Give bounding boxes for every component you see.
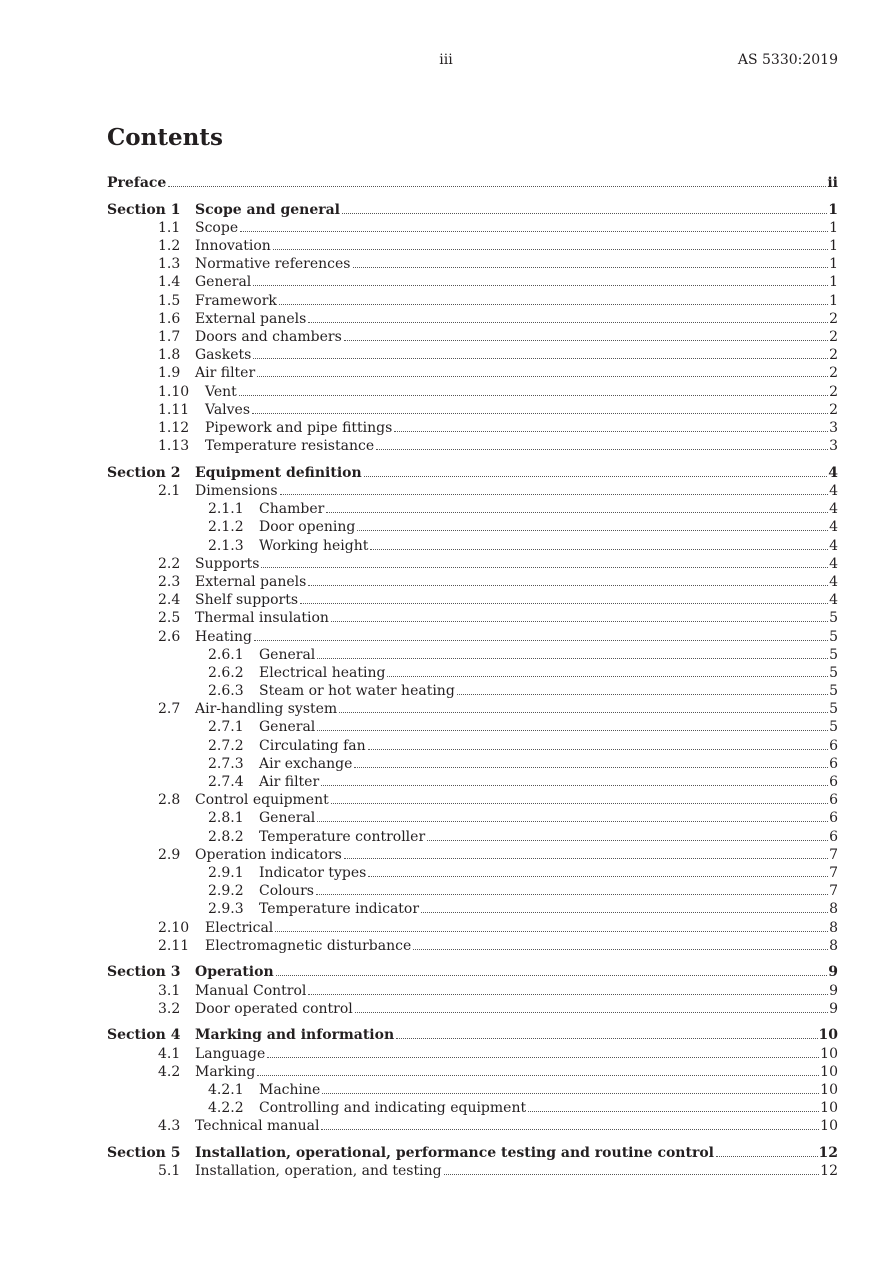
toc-page-number: 4	[829, 537, 838, 554]
toc-entry-title: External panels	[195, 573, 307, 590]
toc-entry-number: 2.7	[158, 701, 181, 718]
toc-entry[interactable]	[107, 937, 838, 955]
toc-entry[interactable]	[107, 1099, 838, 1117]
toc-entry-number: 5.1	[158, 1163, 181, 1180]
toc-entry[interactable]	[107, 273, 838, 291]
dot-leader	[528, 1111, 819, 1112]
toc-entry[interactable]	[107, 791, 838, 809]
dot-leader	[257, 1075, 819, 1076]
dot-leader	[368, 749, 828, 750]
toc-entry[interactable]	[107, 364, 838, 382]
toc-entry-number: 2.1	[158, 483, 181, 499]
toc-page-number: 10	[818, 1027, 838, 1044]
dot-leader	[322, 1093, 819, 1094]
toc-entry-title: Temperature resistance	[205, 438, 375, 455]
toc-entry-title: Electrical heating	[259, 664, 386, 681]
toc-entry-title: Machine	[259, 1082, 321, 1098]
toc-entry-number: 1.2	[158, 238, 181, 255]
dot-leader	[344, 340, 828, 341]
dot-leader	[331, 621, 828, 622]
toc-entry-title: Scope	[195, 219, 239, 236]
toc-entry-title: Supports	[195, 555, 260, 572]
toc-page-number: 4	[829, 573, 838, 590]
toc-page-number: 8	[829, 901, 838, 918]
toc-entry[interactable]	[107, 573, 838, 591]
toc-section-entry[interactable]	[107, 1026, 838, 1044]
toc-page-number: 8	[829, 937, 838, 954]
toc-entry-title: Door operated control	[195, 1000, 353, 1017]
toc-section-entry[interactable]	[107, 963, 838, 981]
toc-entry[interactable]	[107, 500, 838, 518]
dot-leader	[317, 730, 828, 731]
toc-entry[interactable]	[107, 328, 838, 346]
toc-entry-title: Language	[195, 1045, 266, 1062]
toc-entry[interactable]	[107, 682, 838, 700]
toc-page-number: 6	[829, 737, 838, 754]
toc-entry[interactable]	[107, 310, 838, 328]
toc-page-number: 7	[829, 864, 838, 881]
toc-entry-number: 2.1.2	[208, 519, 244, 536]
toc-entry-number: 4.1	[158, 1045, 181, 1062]
dot-leader	[370, 549, 828, 550]
toc-section-label: Section 1	[107, 201, 181, 218]
toc-entry-number: 2.9.3	[208, 901, 244, 918]
toc-entry-title: Electrical	[205, 919, 274, 936]
toc-entry-number: 1.8	[158, 347, 181, 364]
toc-entry[interactable]	[107, 609, 838, 627]
toc-entry-title: Innovation	[195, 238, 271, 255]
toc-entry-title: Chamber	[259, 501, 325, 518]
toc-page-number: 1	[829, 292, 838, 309]
toc-entry-title: Indicator types	[259, 864, 367, 881]
toc-entry-number: 1.9	[158, 365, 181, 382]
dot-leader	[239, 395, 828, 396]
toc-entry[interactable]	[107, 419, 838, 437]
toc-entry-number: 1.1	[158, 219, 181, 236]
toc-page-number: 2	[829, 347, 838, 364]
toc-entry[interactable]	[107, 255, 838, 273]
dot-leader	[279, 304, 828, 305]
toc-entry[interactable]	[107, 773, 838, 791]
toc-entry[interactable]	[107, 292, 838, 310]
dot-leader	[339, 712, 828, 713]
toc-section-entry[interactable]	[107, 201, 838, 219]
toc-page-number: 2	[829, 401, 838, 418]
toc-page-number: 2	[829, 329, 838, 345]
toc-entry[interactable]	[107, 664, 838, 682]
toc-entry-number: 2.2	[158, 555, 181, 572]
toc-entry-title: General	[195, 274, 252, 291]
toc-entry-title: Thermal insulation	[195, 610, 329, 627]
toc-entry-number: 2.6.2	[208, 664, 244, 681]
toc-page-number: 12	[818, 1145, 838, 1162]
toc-page-number: 4	[828, 464, 838, 481]
page-title: Contents	[107, 124, 223, 151]
dot-leader	[354, 767, 828, 768]
toc-entry-number: 2.7.4	[208, 774, 244, 790]
toc-entry[interactable]	[107, 518, 838, 536]
toc-entry-title: Manual Control	[195, 982, 307, 999]
toc-entry-number: 1.10	[158, 383, 190, 400]
dot-leader	[254, 640, 828, 641]
toc-entry[interactable]	[107, 401, 838, 419]
toc-entry[interactable]	[107, 628, 838, 646]
toc-entry-title: General	[259, 719, 316, 736]
toc-page-number: 2	[829, 383, 838, 400]
toc-entry-number: 4.3	[158, 1118, 181, 1135]
toc-page-number: 12	[820, 1163, 838, 1180]
toc-page-number: 7	[829, 883, 838, 900]
toc-section-label: Section 3	[107, 964, 181, 981]
table-of-contents	[107, 174, 838, 1180]
dot-leader	[273, 249, 828, 250]
toc-entry-number: 2.11	[158, 937, 190, 954]
toc-page-number: 5	[829, 628, 838, 645]
toc-entry-number: 1.12	[158, 419, 190, 436]
dot-leader	[716, 1156, 818, 1157]
toc-entry[interactable]	[107, 437, 838, 455]
toc-page-number: 6	[829, 755, 838, 772]
toc-entry-number: 1.7	[158, 329, 181, 345]
toc-section-label: Section 2	[107, 464, 181, 481]
toc-entry-number: 2.7.3	[208, 755, 244, 772]
toc-entry[interactable]	[107, 537, 838, 555]
toc-entry[interactable]	[107, 1045, 838, 1063]
toc-page-number: 1	[829, 238, 838, 255]
toc-entry[interactable]	[107, 482, 838, 500]
toc-page-number: 10	[820, 1082, 838, 1098]
toc-page-number: 9	[828, 964, 838, 981]
dot-leader	[376, 449, 828, 450]
toc-entry-title: Air filter	[195, 365, 256, 382]
toc-entry-title: Operation indicators	[195, 846, 342, 863]
toc-entry-title: Doors and chambers	[195, 329, 342, 345]
toc-section-entry[interactable]	[107, 464, 838, 482]
dot-leader	[316, 894, 828, 895]
toc-entry-title: Marking	[195, 1063, 256, 1080]
toc-page-number: 4	[829, 501, 838, 518]
toc-entry-number: 2.5	[158, 610, 181, 627]
toc-entry-number: 3.2	[158, 1000, 181, 1017]
toc-entry-number: 1.5	[158, 292, 181, 309]
dot-leader	[253, 285, 828, 286]
toc-page-number: 1	[828, 201, 838, 218]
toc-page-number: 4	[829, 555, 838, 572]
toc-entry[interactable]	[107, 1081, 838, 1099]
toc-entry[interactable]	[107, 1117, 838, 1135]
toc-entry-number: 2.3	[158, 573, 181, 590]
toc-entry[interactable]	[107, 864, 838, 882]
dot-leader	[276, 975, 828, 976]
toc-entry-number: 2.8	[158, 792, 181, 809]
toc-entry[interactable]	[107, 828, 838, 846]
toc-page-number: 2	[829, 365, 838, 382]
toc-entry-number: 4.2	[158, 1063, 181, 1080]
toc-entry-title: Steam or hot water heating	[259, 683, 455, 700]
toc-page-number: 7	[829, 846, 838, 863]
dot-leader	[421, 912, 828, 913]
toc-entry-title: General	[259, 810, 316, 827]
toc-entry-number: 2.8.1	[208, 810, 244, 827]
toc-page-number: 2	[829, 310, 838, 327]
toc-entry[interactable]	[107, 1000, 838, 1018]
dot-leader	[357, 530, 828, 531]
toc-entry[interactable]	[107, 237, 838, 255]
toc-entry-title: Equipment definition	[195, 464, 362, 481]
toc-entry-title: Scope and general	[195, 201, 341, 218]
dot-leader	[396, 1038, 817, 1039]
dot-leader	[394, 431, 828, 432]
toc-section-label: Section 4	[107, 1027, 181, 1044]
toc-entry-number: 4.2.1	[208, 1082, 244, 1098]
toc-entry-number: 1.6	[158, 310, 181, 327]
toc-entry-number: 2.8.2	[208, 828, 244, 845]
dot-leader	[321, 785, 828, 786]
toc-entry-title: External panels	[195, 310, 307, 327]
toc-page-number: 6	[829, 828, 838, 845]
toc-entry-number: 2.9	[158, 846, 181, 863]
toc-page-number: 1	[829, 219, 838, 236]
dot-leader	[261, 567, 828, 568]
toc-entry-title: Door opening	[259, 519, 356, 536]
dot-leader	[257, 376, 828, 377]
toc-entry-number: 2.7.1	[208, 719, 244, 736]
dot-leader	[317, 821, 828, 822]
dot-leader	[252, 413, 828, 414]
toc-entry[interactable]	[107, 882, 838, 900]
toc-entry-number: 2.6.3	[208, 683, 244, 700]
toc-page-number: ii	[827, 175, 838, 191]
toc-entry[interactable]	[107, 919, 838, 937]
toc-page-number: 4	[829, 592, 838, 609]
toc-entry-number: 2.6	[158, 628, 181, 645]
dot-leader	[326, 512, 828, 513]
toc-entry-number: 2.9.1	[208, 864, 244, 881]
toc-page-number: 5	[829, 701, 838, 718]
toc-page-number: 3	[829, 438, 838, 455]
toc-entry-title: Valves	[205, 401, 251, 418]
toc-page-number: 9	[829, 982, 838, 999]
dot-leader	[413, 949, 828, 950]
toc-page-number: 5	[829, 646, 838, 663]
dot-leader	[368, 876, 828, 877]
toc-entry[interactable]	[107, 809, 838, 827]
toc-entry-number: 2.7.2	[208, 737, 244, 754]
dot-leader	[253, 358, 828, 359]
toc-entry[interactable]	[107, 1063, 838, 1081]
toc-entry-number: 2.1.1	[208, 501, 244, 518]
toc-page-number: 1	[829, 256, 838, 273]
dot-leader	[444, 1174, 820, 1175]
toc-entry-number: 2.6.1	[208, 646, 244, 663]
toc-entry-title: Technical manual	[195, 1118, 320, 1135]
toc-entry-title: Vent	[205, 383, 237, 400]
toc-entry-title: Normative references	[195, 256, 351, 273]
dot-leader	[240, 231, 828, 232]
dot-leader	[355, 1012, 828, 1013]
dot-leader	[364, 476, 828, 477]
toc-entry-title: Marking and information	[195, 1027, 395, 1044]
toc-entry-title: Control equipment	[195, 792, 329, 809]
toc-page-number: 5	[829, 683, 838, 700]
toc-entry-title: Dimensions	[195, 483, 278, 499]
standard-designation: AS 5330:2019	[737, 52, 838, 68]
toc-section-entry[interactable]	[107, 1144, 838, 1162]
dot-leader	[321, 1129, 819, 1130]
toc-entry[interactable]	[107, 846, 838, 864]
toc-entry-title: Working height	[259, 537, 369, 554]
toc-entry-title: Installation, operation, and testing	[195, 1163, 442, 1180]
dot-leader	[457, 694, 828, 695]
dot-leader	[342, 213, 827, 214]
toc-entry-title: Electromagnetic disturbance	[205, 937, 412, 954]
toc-entry[interactable]	[107, 383, 838, 401]
toc-entry-number: 1.11	[158, 401, 190, 418]
toc-page-number: 4	[829, 483, 838, 499]
toc-entry-title: Framework	[195, 292, 277, 309]
toc-entry[interactable]	[107, 1162, 838, 1180]
toc-entry[interactable]	[107, 555, 838, 573]
toc-entry-title: Temperature controller	[259, 828, 426, 845]
toc-entry-title: Preface	[107, 175, 167, 191]
toc-entry[interactable]	[107, 646, 838, 664]
dot-leader	[267, 1057, 819, 1058]
toc-entry-title: Gaskets	[195, 347, 252, 364]
toc-entry[interactable]	[107, 346, 838, 364]
toc-entry[interactable]	[107, 755, 838, 773]
dot-leader	[308, 994, 828, 995]
dot-leader	[344, 858, 828, 859]
toc-entry-title: Air-handling system	[195, 701, 338, 718]
dot-leader	[308, 585, 828, 586]
dot-leader	[280, 494, 829, 495]
toc-page-number: 5	[829, 610, 838, 627]
toc-entry-title: Installation, operational, performance testing and routine control	[195, 1145, 714, 1162]
toc-entry-title: Controlling and indicating equipment	[259, 1100, 527, 1117]
toc-entry-number: 2.10	[158, 919, 190, 936]
toc-entry[interactable]	[107, 718, 838, 736]
toc-entry-title: Heating	[195, 628, 252, 645]
toc-entry-title: Colours	[259, 883, 314, 900]
toc-page-number: 3	[829, 419, 838, 436]
toc-entry[interactable]	[107, 737, 838, 755]
toc-page-number: 10	[820, 1045, 838, 1062]
toc-entry[interactable]	[107, 219, 838, 237]
toc-page-number: 10	[820, 1063, 838, 1080]
toc-entry-title: Air filter	[259, 774, 320, 790]
toc-page-number: 10	[820, 1118, 838, 1135]
toc-entry-title: Pipework and pipe fittings	[205, 419, 393, 436]
dot-leader	[308, 322, 828, 323]
toc-entry[interactable]	[107, 700, 838, 718]
toc-page-number: 5	[829, 664, 838, 681]
dot-leader	[353, 267, 829, 268]
toc-page-number: 5	[829, 719, 838, 736]
toc-page-number: 1	[829, 274, 838, 291]
dot-leader	[317, 658, 828, 659]
page-number: iii	[439, 52, 453, 68]
toc-page-number: 4	[829, 519, 838, 536]
toc-entry-title: Air exchange	[259, 755, 353, 772]
toc-section-label: Section 5	[107, 1145, 181, 1162]
toc-page-number: 8	[829, 919, 838, 936]
toc-entry-number: 3.1	[158, 982, 181, 999]
toc-entry[interactable]	[107, 900, 838, 918]
toc-entry-title: Circulating fan	[259, 737, 366, 754]
toc-entry-number: 1.3	[158, 256, 181, 273]
toc-entry-number: 1.13	[158, 438, 190, 455]
dot-leader	[331, 803, 828, 804]
toc-page-number: 10	[820, 1100, 838, 1117]
dot-leader	[168, 186, 826, 187]
toc-entry[interactable]	[107, 982, 838, 1000]
toc-entry-title: Shelf supports	[195, 592, 299, 609]
dot-leader	[275, 931, 828, 932]
toc-entry-number: 4.2.2	[208, 1100, 244, 1117]
toc-entry-number: 1.4	[158, 274, 181, 291]
toc-page-number: 6	[829, 810, 838, 827]
toc-entry-title: Operation	[195, 964, 274, 981]
toc-page-number: 6	[829, 774, 838, 790]
toc-entry[interactable]	[107, 591, 838, 609]
toc-entry-number: 2.9.2	[208, 883, 244, 900]
toc-entry-number: 2.4	[158, 592, 181, 609]
toc-page-number: 9	[829, 1000, 838, 1017]
toc-entry-title: Temperature indicator	[259, 901, 420, 918]
toc-entry-number: 2.1.3	[208, 537, 244, 554]
dot-leader	[427, 840, 828, 841]
dot-leader	[300, 603, 828, 604]
dot-leader	[387, 676, 828, 677]
toc-entry-title: General	[259, 646, 316, 663]
toc-page-number: 6	[829, 792, 838, 809]
toc-section-entry[interactable]	[107, 174, 838, 192]
